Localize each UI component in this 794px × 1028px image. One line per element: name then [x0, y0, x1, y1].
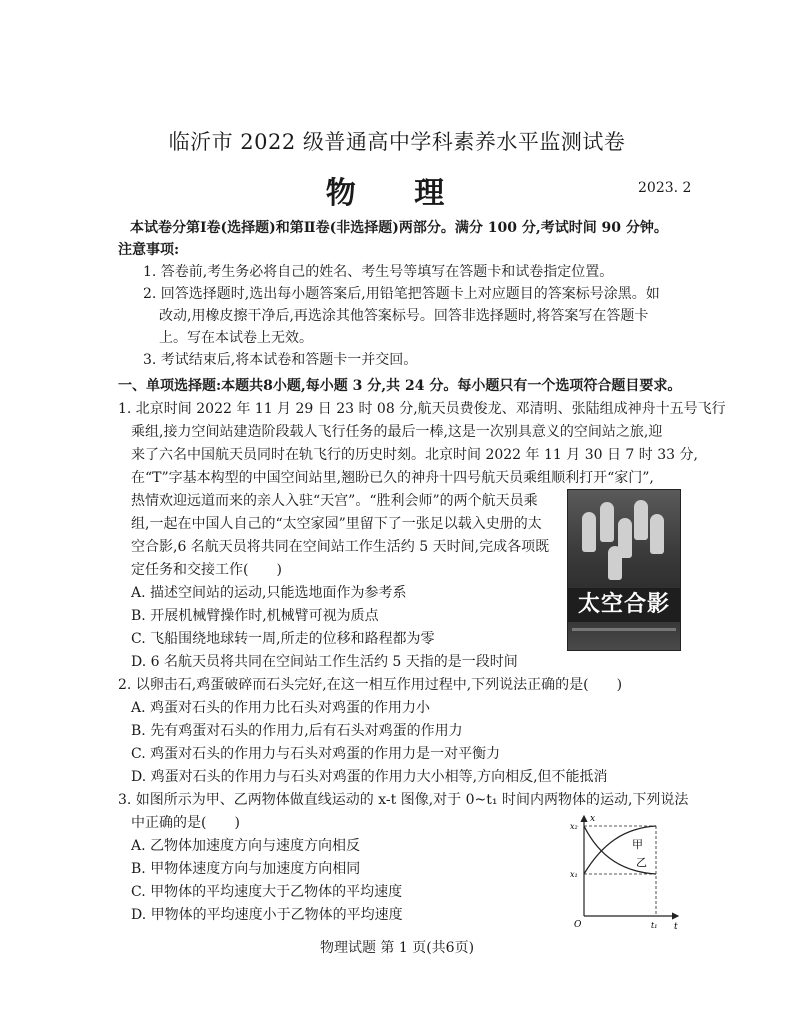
- note-2-cont: 改动,用橡皮擦干净后,再选涂其他答案标号。回答非选择题时,将答案写在答题卡: [159, 308, 649, 324]
- exam-date: 2023. 2: [638, 180, 692, 196]
- photo-caption: 太空合影: [568, 588, 680, 622]
- q1-line: 空合影,6 名航天员将共同在空间站工作生活约 5 天时间,完成各项既: [131, 539, 550, 555]
- x2-label: x₂: [570, 822, 578, 831]
- q3-option-c: C. 甲物体的平均速度大于乙物体的平均速度: [131, 884, 403, 900]
- t1-label: t₁: [651, 921, 658, 930]
- q1-line: 定任务和交接工作( ): [131, 562, 282, 578]
- exam-title: 临沂市 2022 级普通高中学科素养水平监测试卷: [168, 130, 626, 154]
- origin-label: O: [574, 920, 582, 930]
- notice-title: 注意事项:: [118, 242, 180, 258]
- q2-stem: 2. 以卵击石,鸡蛋破碎而石头完好,在这一相互作用过程中,下列说法正确的是( ): [118, 677, 623, 693]
- q1-line: 组,一起在中国人自己的“太空家园”里留下了一张足以载入史册的太: [131, 516, 542, 532]
- page-footer: 物理试题 第 1 页(共6页): [319, 940, 475, 956]
- note-2: 2. 回答选择题时,选出每小题答案后,用铅笔把答题卡上对应题目的答案标号涂黑。如: [143, 286, 660, 302]
- q1-line: 热情欢迎远道而来的亲人入驻“天宫”。“胜利会师”的两个航天员乘: [131, 493, 538, 509]
- q3-option-d: D. 甲物体的平均速度小于乙物体的平均速度: [131, 907, 403, 923]
- section-heading: 一、单项选择题:本题共8小题,每小题 3 分,共 24 分。每小题只有一个选项符合题目要求。: [118, 378, 682, 394]
- q1-line: 1. 北京时间 2022 年 11 月 29 日 23 时 08 分,航天员费俊龙、邓清明、张陆组成神舟十五号飞行: [118, 401, 726, 417]
- q1-line: 来了六名中国航天员同时在轨飞行的历史时刻。北京时间 2022 年 11 月 30 日 7 时 33 分,: [131, 447, 698, 463]
- composition-note: 本试卷分第Ⅰ卷(选择题)和第Ⅱ卷(非选择题)两部分。满分 100 分,考试时间 90 分钟。: [130, 220, 668, 236]
- q3-stem: 3. 如图所示为甲、乙两物体做直线运动的 x-t 图像,对于 0~t₁ 时间内两物体的运动,下列说法: [118, 792, 689, 808]
- q3-stem-cont: 中正确的是( ): [131, 815, 240, 831]
- q1-option-b: B. 开展机械臂操作时,机械臂可视为质点: [131, 608, 379, 624]
- q3-option-a: A. 乙物体加速度方向与速度方向相反: [131, 838, 361, 854]
- x1-label: x₁: [570, 870, 578, 879]
- q2-option-c: C. 鸡蛋对石头的作用力与石头对鸡蛋的作用力是一对平衡力: [131, 746, 501, 762]
- x-axis-label: t: [674, 922, 678, 932]
- q3-option-b: B. 甲物体速度方向与加速度方向相同: [131, 861, 361, 877]
- y-axis-label: x: [590, 814, 596, 824]
- curve-jia-label: 甲: [632, 838, 643, 851]
- q2-option-a: A. 鸡蛋对石头的作用力比石头对鸡蛋的作用力小: [131, 700, 431, 716]
- q2-option-b: B. 先有鸡蛋对石头的作用力,后有石头对鸡蛋的作用力: [131, 723, 463, 739]
- astronaut-group-photo: [567, 489, 681, 651]
- subject-title: 物 理: [325, 176, 469, 211]
- xt-graph: [562, 810, 686, 934]
- note-3: 3. 考试结束后,将本试卷和答题卡一并交回。: [143, 352, 418, 368]
- note-1: 1. 答卷前,考生务必将自己的姓名、考生号等填写在答题卡和试卷指定位置。: [143, 264, 614, 280]
- note-2-cont2: 上。写在本试卷上无效。: [159, 330, 313, 346]
- q1-option-a: A. 描述空间站的运动,只能选地面作为参考系: [131, 585, 407, 601]
- q1-line: 乘组,接力空间站建造阶段载人飞行任务的最后一棒,这是一次别具意义的空间站之旅,迎: [131, 424, 663, 440]
- q1-line: 在“T”字基本构型的中国空间站里,翘盼已久的神舟十四号航天员乘组顺利打开“家门”,: [131, 470, 654, 486]
- q1-option-d: D. 6 名航天员将共同在空间站工作生活约 5 天指的是一段时间: [131, 654, 518, 670]
- curve-yi-label: 乙: [636, 856, 647, 869]
- q2-option-d: D. 鸡蛋对石头的作用力与石头对鸡蛋的作用力大小相等,方向相反,但不能抵消: [131, 769, 608, 785]
- q1-option-c: C. 飞船围绕地球转一周,所走的位移和路程都为零: [131, 631, 435, 647]
